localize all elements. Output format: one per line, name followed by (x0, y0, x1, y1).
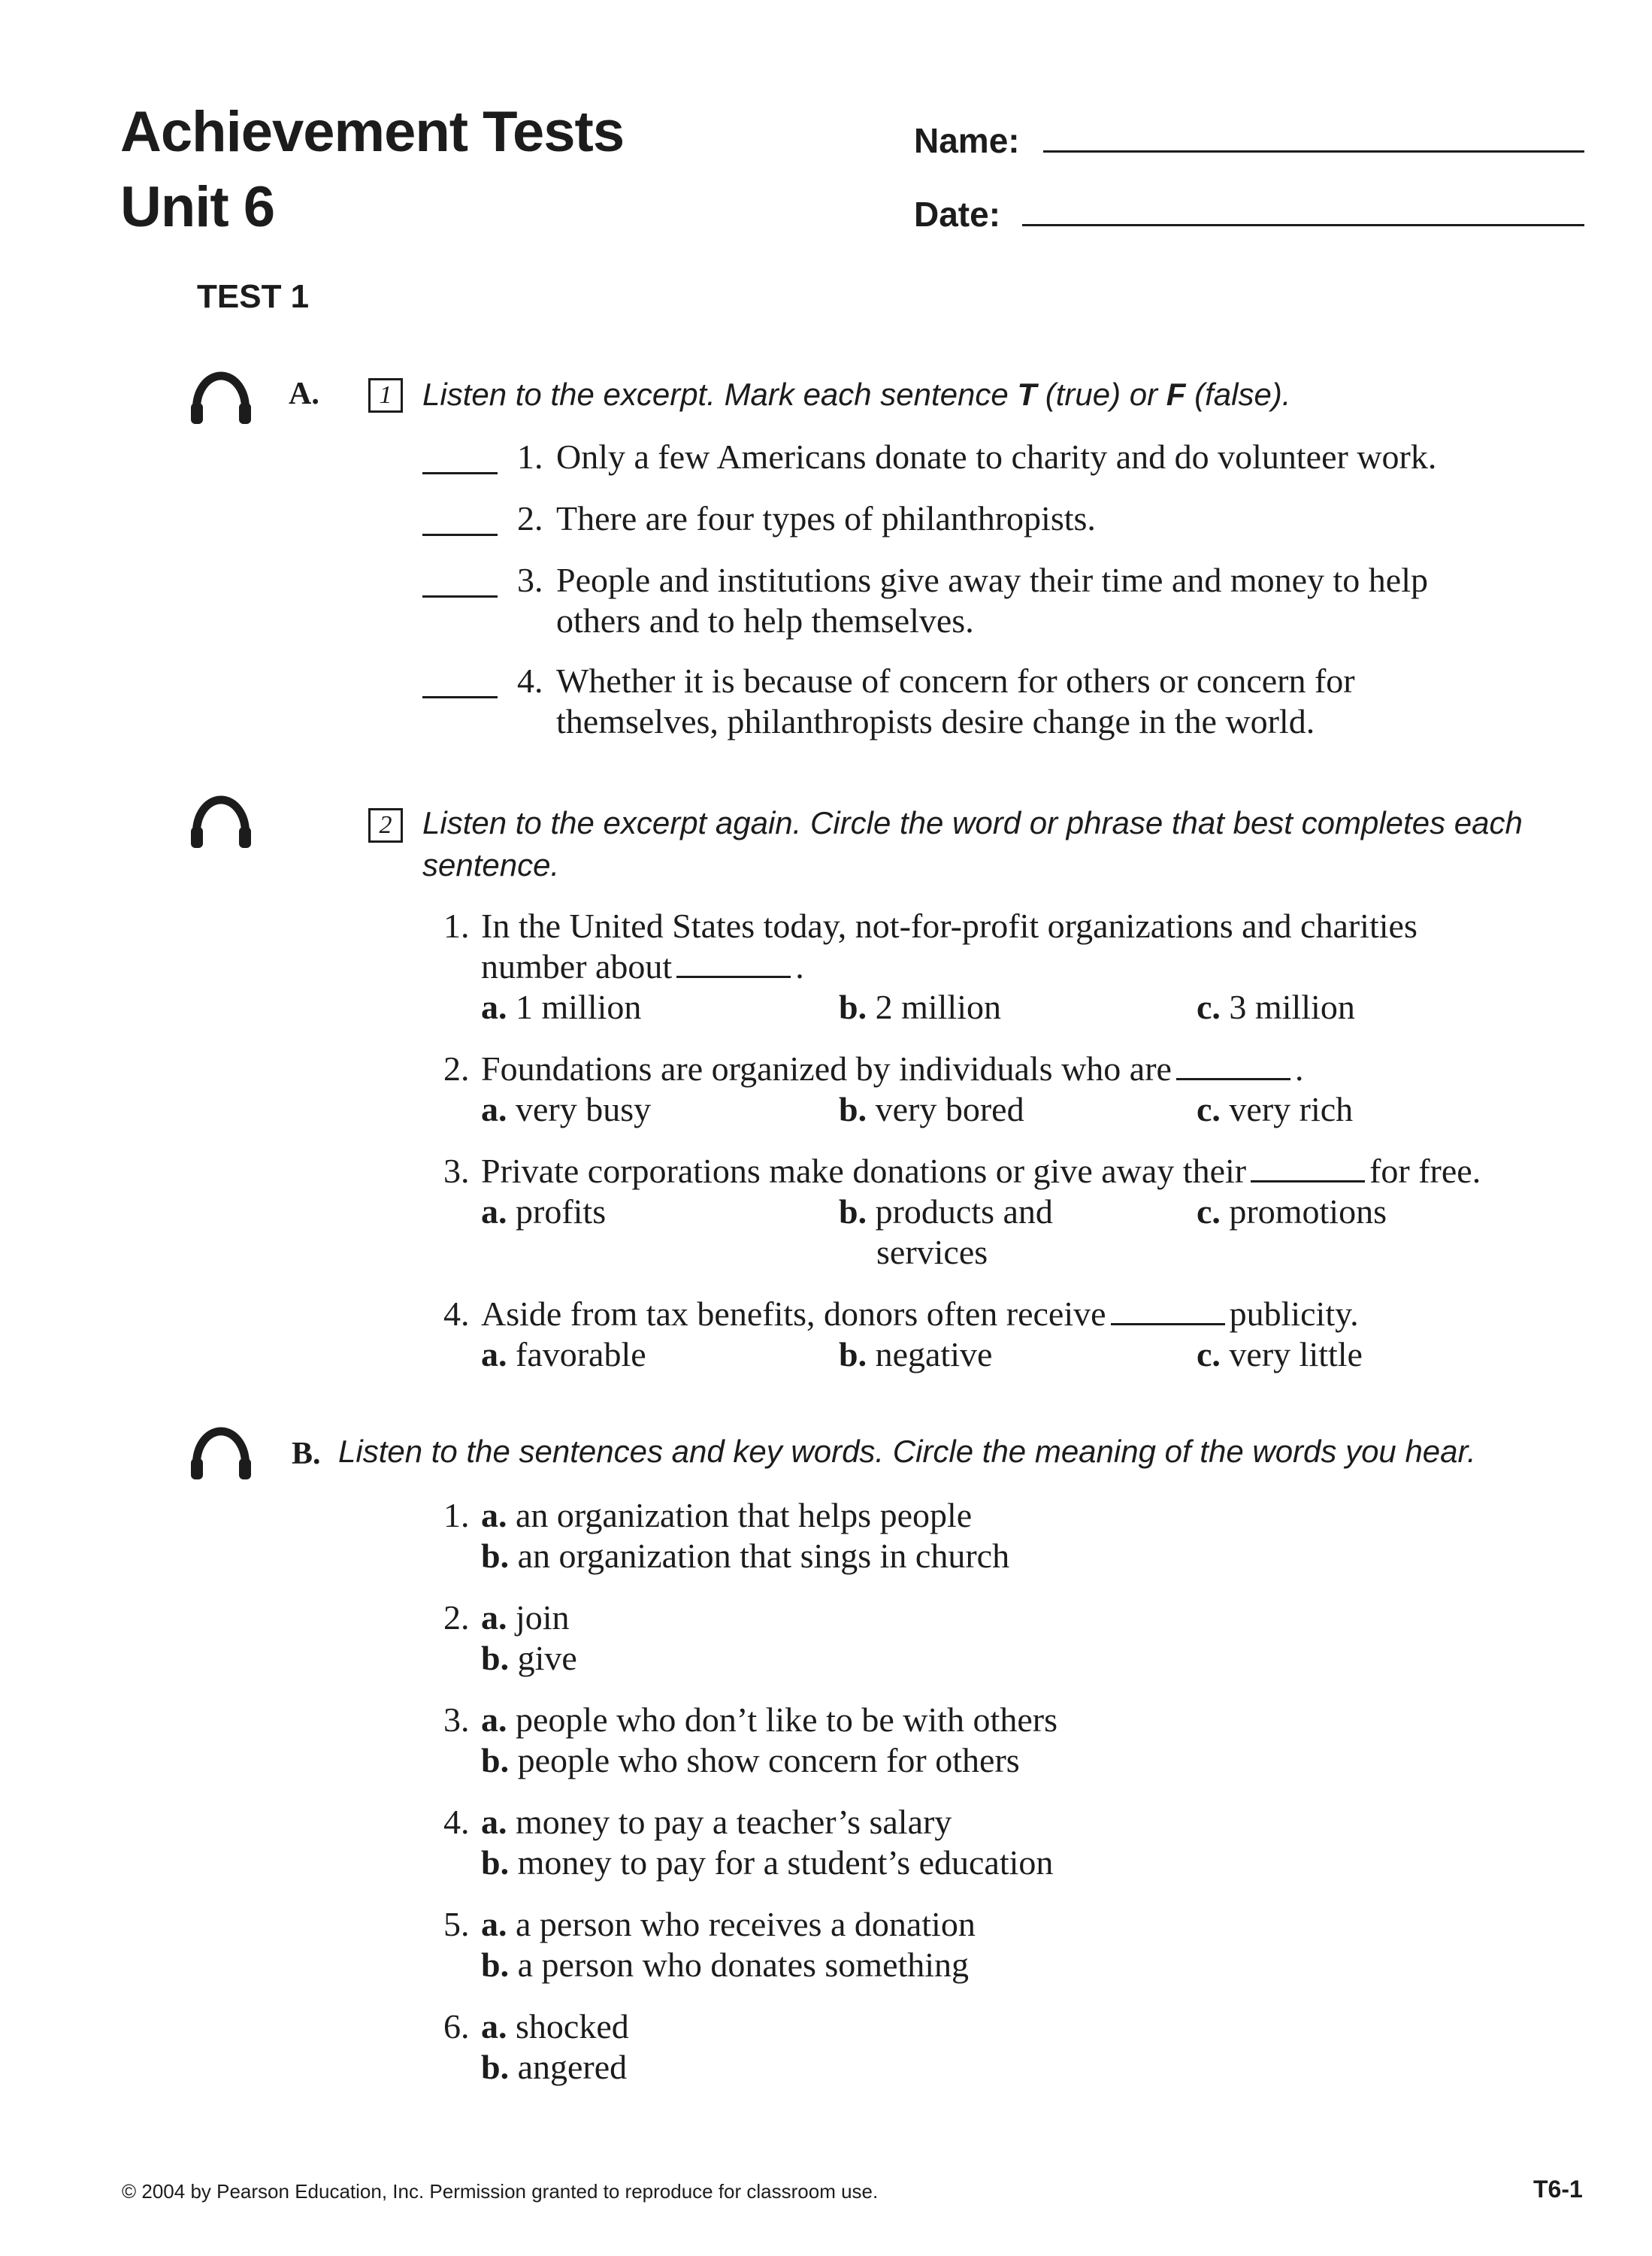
headphones-icon (186, 794, 256, 851)
tf-item-2-num: 2. (517, 499, 543, 538)
part-1-instruction: Listen to the excerpt. Mark each sentence T (true) or F (false). (422, 377, 1291, 412)
mc-q3-option-b-line2: services (876, 1233, 988, 1271)
mc-q2-num: 2. (443, 1049, 470, 1088)
vocab-item-3-num: 3. (443, 1700, 470, 1739)
tf-item-3-text-line2: others and to help themselves. (556, 601, 974, 640)
tf-item-3-text-line1: People and institutions give away their time and money to help (556, 561, 1428, 599)
copyright-notice: © 2004 by Pearson Education, Inc. Permission granted to reproduce for classroom use. (122, 2180, 879, 2203)
vocab-item-1-num: 1. (443, 1496, 470, 1534)
part-2-instruction-line2: sentence. (422, 847, 560, 883)
mc-q1-option-b[interactable]: b. 2 million (839, 988, 1001, 1026)
section-a-letter: A. (289, 377, 319, 411)
vocab-item-2-option-b[interactable]: b. give (481, 1639, 577, 1677)
mc-q1-blank (676, 976, 791, 978)
vocab-item-3-option-a[interactable]: a. people who don’t like to be with others (481, 1700, 1057, 1739)
mc-q2-text: Foundations are organized by individuals who are . (481, 1049, 1304, 1088)
tf-item-4-text-line1: Whether it is because of concern for others or concern for (556, 662, 1355, 700)
tf-item-3-num: 3. (517, 561, 543, 599)
vocab-item-5-option-b[interactable]: b. a person who donates something (481, 1946, 970, 1984)
part-1-box: 1 (368, 378, 403, 413)
mc-q3-option-b[interactable]: b. products and (839, 1192, 1053, 1231)
answer-blank-2[interactable] (422, 534, 498, 536)
vocab-item-1-option-b[interactable]: b. an organization that sings in church (481, 1537, 1010, 1575)
part-2-box: 2 (368, 808, 403, 843)
mc-q1-num: 1. (443, 907, 470, 945)
vocab-item-4-option-b[interactable]: b. money to pay for a student’s education (481, 1843, 1054, 1882)
mc-q2-option-b[interactable]: b. very bored (839, 1090, 1024, 1128)
mc-q3-num: 3. (443, 1152, 470, 1190)
mc-q2-blank (1176, 1078, 1290, 1080)
test-label: TEST 1 (197, 278, 310, 315)
vocab-item-3-option-b[interactable]: b. people who show concern for others (481, 1741, 1020, 1779)
vocab-item-1-option-a[interactable]: a. an organization that helps people (481, 1496, 973, 1534)
answer-blank-1[interactable] (422, 472, 498, 474)
headphones-icon (186, 1425, 256, 1482)
name-field[interactable] (1043, 150, 1584, 153)
tf-item-1-text: Only a few Americans donate to charity and do volunteer work. (556, 438, 1437, 476)
vocab-item-6-num: 6. (443, 2007, 470, 2046)
vocab-item-5-option-a[interactable]: a. a person who receives a donation (481, 1905, 976, 1943)
vocab-item-4-num: 4. (443, 1803, 470, 1841)
mc-q4-option-b[interactable]: b. negative (839, 1335, 993, 1373)
title-line-2: Unit 6 (120, 175, 275, 239)
mc-q1-text-line2: number about . (481, 947, 804, 986)
tf-item-4-num: 4. (517, 662, 543, 700)
mc-q3-option-c[interactable]: c. promotions (1197, 1192, 1387, 1231)
date-field[interactable] (1022, 224, 1584, 226)
vocab-item-2-num: 2. (443, 1598, 470, 1637)
answer-blank-3[interactable] (422, 595, 498, 598)
title-line-1: Achievement Tests (120, 100, 625, 164)
date-label: Date: (914, 195, 1001, 234)
vocab-item-6-option-a[interactable]: a. shocked (481, 2007, 629, 2046)
section-b-letter: B. (292, 1437, 321, 1471)
mc-q4-option-c[interactable]: c. very little (1197, 1335, 1363, 1373)
name-label: Name: (914, 121, 1020, 160)
mc-q1-option-a[interactable]: a. 1 million (481, 988, 642, 1026)
section-b-instruction: Listen to the sentences and key words. Circle the meaning of the words you hear. (338, 1434, 1476, 1469)
tf-item-1-num: 1. (517, 438, 543, 476)
mc-q4-option-a[interactable]: a. favorable (481, 1335, 646, 1373)
headphones-icon (186, 370, 256, 427)
vocab-item-2-option-a[interactable]: a. join (481, 1598, 570, 1637)
mc-q3-blank (1251, 1180, 1365, 1183)
mc-q4-blank (1111, 1323, 1225, 1325)
page-number: T6-1 (1533, 2176, 1583, 2203)
mc-q1-option-c[interactable]: c. 3 million (1197, 988, 1355, 1026)
vocab-item-5-num: 5. (443, 1905, 470, 1943)
tf-item-4-text-line2: themselves, philanthropists desire change in the world. (556, 702, 1315, 740)
mc-q3-text: Private corporations make donations or give away their for free. (481, 1152, 1481, 1190)
answer-blank-4[interactable] (422, 696, 498, 698)
vocab-item-6-option-b[interactable]: b. angered (481, 2048, 628, 2086)
mc-q1-text-line1: In the United States today, not-for-profit organizations and charities (481, 907, 1418, 945)
mc-q2-option-a[interactable]: a. very busy (481, 1090, 652, 1128)
mc-q4-text: Aside from tax benefits, donors often receive publicity. (481, 1295, 1359, 1333)
vocab-item-4-option-a[interactable]: a. money to pay a teacher’s salary (481, 1803, 952, 1841)
mc-q2-option-c[interactable]: c. very rich (1197, 1090, 1354, 1128)
part-2-instruction-line1: Listen to the excerpt again. Circle the word or phrase that best completes each (422, 805, 1523, 840)
tf-item-2-text: There are four types of philanthropists. (556, 499, 1096, 538)
mc-q3-option-a[interactable]: a. profits (481, 1192, 607, 1231)
mc-q4-num: 4. (443, 1295, 470, 1333)
